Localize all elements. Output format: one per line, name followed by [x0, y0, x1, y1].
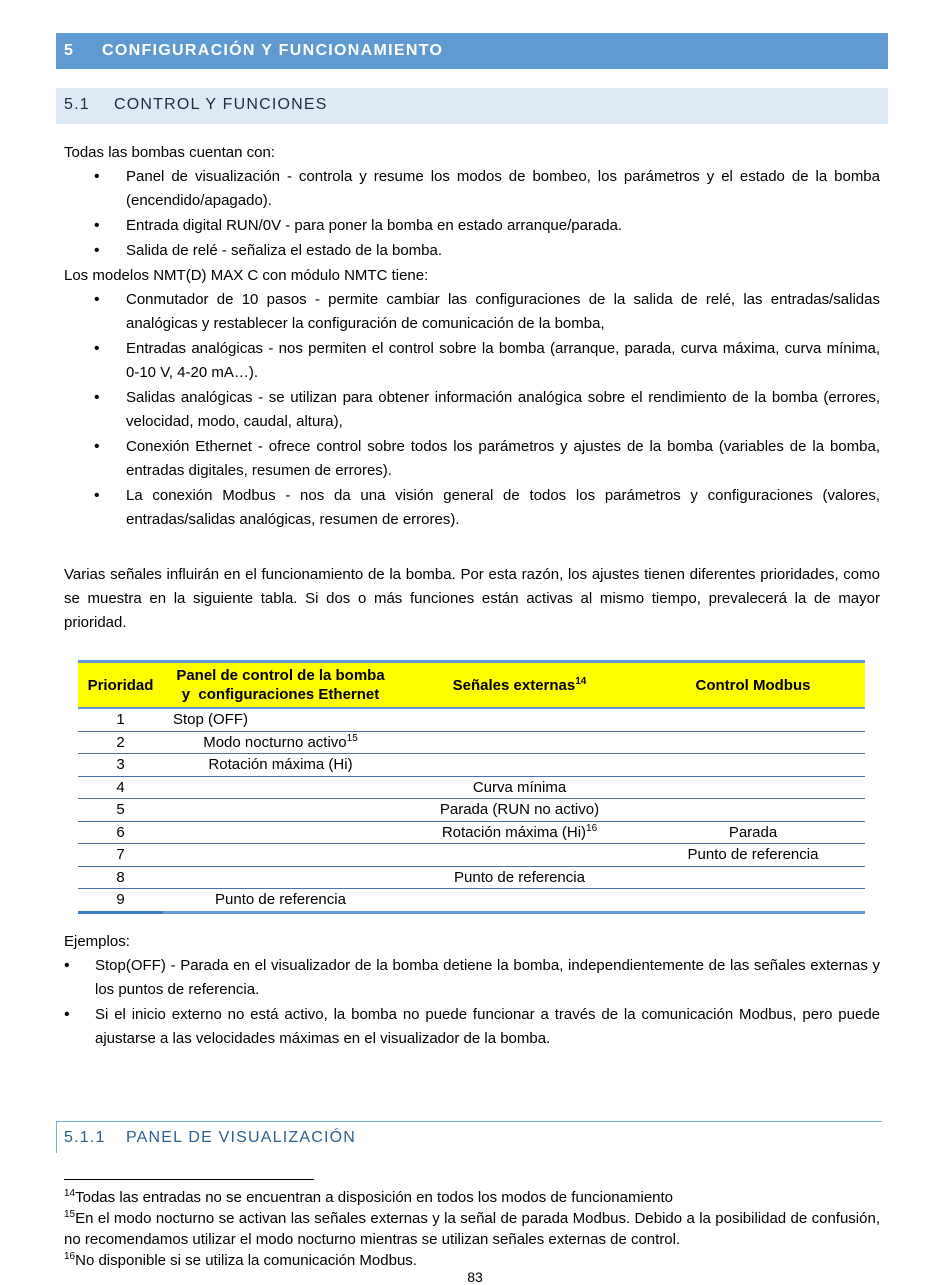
section-heading	[56, 33, 888, 69]
header-modbus: Control Modbus	[641, 662, 865, 709]
intro-text: Todas las bombas cuentan con:	[64, 144, 275, 161]
cell-external-text: Parada (RUN no activo)	[439, 801, 600, 819]
body-text-block	[64, 141, 880, 533]
cell-panel	[163, 754, 398, 777]
cell-external	[398, 821, 641, 844]
cell-panel-text: Punto de referencia	[215, 891, 346, 909]
cell-panel	[163, 776, 398, 799]
cell-priority	[78, 821, 163, 844]
subsubsection-title: PANEL DE VISUALIZACIÓN	[126, 1129, 357, 1146]
header-external	[398, 662, 641, 709]
footnote-mark: 15	[64, 1209, 76, 1220]
cell-panel	[163, 731, 398, 754]
footnote-ref[interactable]: 15	[346, 732, 358, 744]
cell-priority	[78, 889, 163, 913]
header-external-label: Señales externas	[452, 676, 576, 694]
table-row	[78, 776, 865, 799]
cell-modbus	[641, 731, 865, 754]
cell-priority-text: 5	[116, 801, 125, 819]
cell-modbus	[641, 821, 865, 844]
cell-panel-text: Rotación máxima (Hi)	[208, 756, 353, 774]
subsubsection-number: 5.1.1	[64, 1129, 106, 1146]
cell-external	[398, 731, 641, 754]
cell-priority	[78, 754, 163, 777]
subsubsection-heading	[56, 1121, 882, 1153]
table-header-row	[78, 662, 865, 709]
section-title: CONFIGURACIÓN Y FUNCIONAMIENTO	[102, 42, 444, 59]
cell-priority-text: 1	[116, 711, 125, 729]
footnote	[64, 1250, 880, 1271]
cell-priority	[78, 844, 163, 867]
list-item: • Conmutador de 10 pasos - permite cambiar las configuraciones de la salida de relé, las entradas/salidas analógicas y restablecer la configuración de comunicación de la bomba,	[64, 288, 880, 336]
cell-modbus-text: Punto de referencia	[687, 846, 819, 864]
list-item: • Conexión Ethernet - ofrece control sobre todos los parámetros y ajustes de la bomba (variables de la bomba, entradas digitales, resumen de errores).	[64, 435, 880, 483]
list-item: • Si el inicio externo no está activo, la bomba no puede funcionar a través de la comunicación Modbus, pero puede ajustarse a las velocidades máximas en el visualizador de la bomba.	[64, 1003, 880, 1051]
footnote-divider	[64, 1179, 314, 1180]
cell-priority-text: 8	[116, 868, 125, 886]
table-row	[78, 889, 865, 913]
table-row	[78, 799, 865, 822]
cell-external	[398, 889, 641, 913]
list-item: • Entrada digital RUN/0V - para poner la bomba en estado arranque/parada.	[64, 214, 880, 238]
footnote-text: No disponible si se utiliza la comunicación Modbus.	[75, 1252, 417, 1269]
cell-priority-text: 6	[116, 823, 125, 841]
module-features-list	[64, 288, 880, 532]
cell-external	[398, 754, 641, 777]
cell-panel	[163, 889, 398, 913]
cell-external	[398, 708, 641, 731]
table-row	[78, 731, 865, 754]
list-item: • La conexión Modbus - nos da una visión general de todos los parámetros y configuraciones (valores, entradas/salidas analógicas, resumen de errores).	[64, 484, 880, 532]
table-row	[78, 821, 865, 844]
cell-priority	[78, 708, 163, 731]
footnote-mark: 16	[64, 1251, 76, 1262]
cell-priority-text: 7	[116, 846, 125, 864]
section-number: 5	[64, 42, 75, 59]
header-panel	[163, 662, 398, 709]
cell-modbus	[641, 754, 865, 777]
cell-panel	[163, 708, 398, 731]
cell-panel-text: Modo nocturno activo	[203, 733, 347, 751]
subsection-title: CONTROL Y FUNCIONES	[114, 96, 328, 113]
footnotes	[64, 1187, 880, 1271]
cell-panel	[163, 821, 398, 844]
list-item: • Salidas analógicas - se utilizan para obtener información analógica sobre el rendimiento de la bomba (errores, velocidad, modo, caudal, altura),	[64, 386, 880, 434]
footnote-ref[interactable]: 14	[575, 675, 587, 687]
list-item: • Entradas analógicas - nos permiten el control sobre la bomba (arranque, parada, curva máxima, curva mínima, 0-10 V, 4-20 mA…).	[64, 337, 880, 385]
cell-panel-text: Stop (OFF)	[173, 711, 249, 729]
examples-title: Ejemplos:	[64, 933, 130, 950]
footnote	[64, 1187, 880, 1208]
table-row	[78, 866, 865, 889]
cell-priority	[78, 866, 163, 889]
cell-panel	[163, 866, 398, 889]
table-row	[78, 844, 865, 867]
cell-external-text: Curva mínima	[472, 778, 567, 796]
cell-priority	[78, 799, 163, 822]
list-item: • Salida de relé - señaliza el estado de la bomba.	[64, 239, 880, 263]
subsection-heading	[56, 88, 888, 124]
cell-priority-text: 4	[116, 778, 125, 796]
subsection-number: 5.1	[64, 96, 90, 113]
cell-external-text: Rotación máxima (Hi)	[441, 823, 587, 841]
footnote	[64, 1208, 880, 1250]
header-panel-line1: Panel de control de la bomba	[176, 667, 385, 684]
cell-external-text: Punto de referencia	[454, 868, 585, 886]
cell-modbus	[641, 889, 865, 913]
cell-external	[398, 866, 641, 889]
table-row	[78, 754, 865, 777]
cell-priority-text: 2	[116, 733, 125, 751]
cell-modbus	[641, 799, 865, 822]
cell-priority	[78, 731, 163, 754]
cell-priority-text: 9	[116, 891, 125, 909]
cell-modbus	[641, 866, 865, 889]
page-number: 83	[467, 1269, 483, 1285]
cell-external	[398, 776, 641, 799]
cell-panel	[163, 844, 398, 867]
priority-table	[78, 660, 865, 914]
list-item: • Panel de visualización - controla y resume los modos de bombeo, los parámetros y el estado de la bomba (encendido/apagado).	[64, 165, 880, 213]
cell-external	[398, 799, 641, 822]
header-panel-line2: y configuraciones Ethernet	[181, 686, 380, 703]
footnote-mark: 14	[64, 1188, 76, 1199]
footnote-ref[interactable]: 16	[586, 822, 598, 834]
footnote-text: Todas las entradas no se encuentran a disposición en todos los modos de funcionamiento	[75, 1189, 674, 1206]
features-list	[64, 165, 880, 263]
table-row	[78, 708, 865, 731]
cell-priority	[78, 776, 163, 799]
cell-panel	[163, 799, 398, 822]
cell-modbus	[641, 708, 865, 731]
cell-external	[398, 844, 641, 867]
list-item: • Stop(OFF) - Parada en el visualizador de la bomba detiene la bomba, independientemente de las señales externas y los puntos de referencia.	[64, 954, 880, 1002]
examples-list	[64, 954, 880, 1051]
cell-modbus	[641, 844, 865, 867]
cell-modbus-text: Parada	[728, 823, 778, 841]
examples-block	[64, 930, 880, 1052]
header-priority: Prioridad	[78, 662, 163, 709]
models-intro-text: Los modelos NMT(D) MAX C con módulo NMTC tiene:	[64, 267, 429, 284]
footnote-text: En el modo nocturno se activan las señales externas y la señal de parada Modbus. Debido a la posibilidad de confusión, no recomendamos utilizar el modo nocturno mientras se utilizan señales externas de control.	[64, 1210, 880, 1248]
cell-modbus	[641, 776, 865, 799]
priority-paragraph: Varias señales influirán en el funcionamiento de la bomba. Por esta razón, los ajustes tienen diferentes prioridades, como se muestra en la siguiente tabla. Si dos o más funciones están activas al mismo tiempo, prevalecerá la de mayor prioridad.	[64, 566, 880, 631]
cell-priority-text: 3	[116, 756, 125, 774]
